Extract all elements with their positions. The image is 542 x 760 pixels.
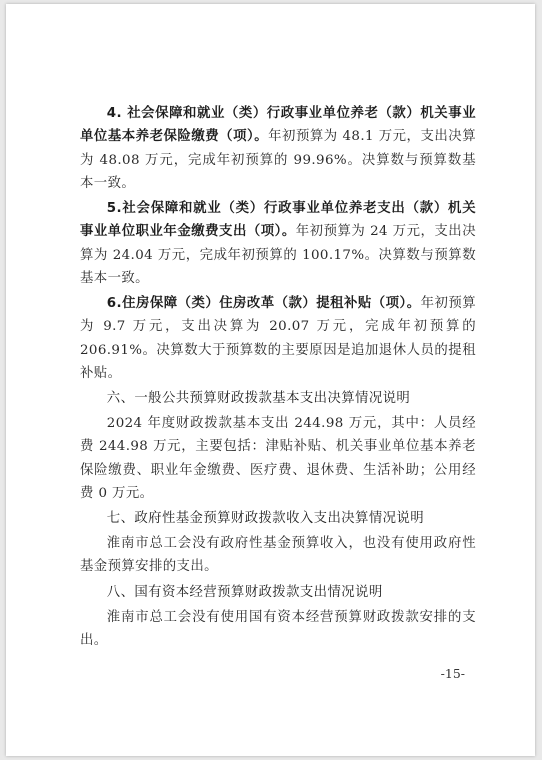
- item-4-text: 年初预算为 48.1 万元，支出决算为 48.08 万元，完成年初预算的 99.96%。决算数与预算数基本一致。: [80, 129, 476, 191]
- section-6-body: 2024 年度财政拨款基本支出 244.98 万元，其中：人员经费 244.98 万元，主要包括：津贴补贴、机关事业单位基本养老保险缴费、职业年金缴费、医疗费、退休费、生活补助；公用经费 0 万元。: [80, 416, 476, 502]
- item-5-paragraph: [80, 197, 476, 290]
- item-4-paragraph: [80, 102, 476, 195]
- item-6-paragraph: [80, 292, 476, 385]
- section-8-heading: 八、国有资本经营预算财政拨款支出情况说明: [106, 584, 383, 600]
- item-6-title: 6.住房保障（类）住房改革（款）提租补贴（项）。: [106, 296, 421, 312]
- section-7-body: 淮南市总工会没有政府性基金预算收入，也没有使用政府性基金预算安排的支出。: [80, 536, 476, 575]
- item-4-title: 4. 社会保障和就业（类）行政事业单位养老（款）机关事业单位基本养老保险缴费（项）。: [80, 106, 476, 145]
- section-8-body: 淮南市总工会没有使用国有资本经营预算财政拨款安排的支出。: [80, 609, 476, 648]
- page-number: -15-: [440, 666, 465, 681]
- document-body: [80, 102, 476, 654]
- section-6-heading: 六、一般公共预算财政拨款基本支出决算情况说明: [106, 391, 411, 407]
- section-7-heading: 七、政府性基金预算财政拨款收入支出决算情况说明: [106, 511, 424, 527]
- document-page: [6, 4, 535, 756]
- item-5-text: 年初预算为 24 万元，支出决算为 24.04 万元，完成年初预算的 100.17%。决算数与预算数基本一致。: [80, 224, 476, 286]
- item-5-title: 5.社会保障和就业（类）行政事业单位养老支出（款）机关事业单位职业年金缴费支出（项）。: [80, 201, 476, 240]
- item-6-text: 年初预算为 9.7 万元，支出决算为 20.07 万元，完成年初预算的 206.91%。决算数大于预算数的主要原因是追加退休人员的提租补贴。: [80, 296, 476, 382]
